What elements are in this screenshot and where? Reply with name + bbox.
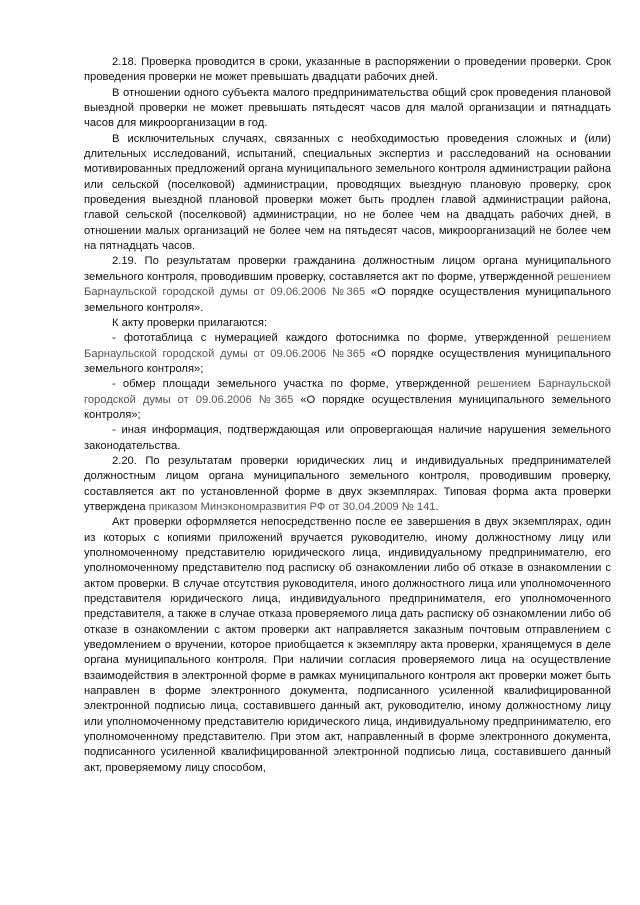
paragraph-text: «О порядке осуществления муниципального земельного контроля».: [84, 286, 612, 314]
paragraph-text: - обмер площади земельного участка по форме, утвержденной: [112, 378, 477, 391]
legal-reference-link[interactable]: решением Барнаульской городской думы от 09.06.2006 №365: [84, 332, 611, 360]
legal-reference-link[interactable]: приказом Минэкономразвития РФ от 30.04.2009 № 141: [148, 500, 436, 513]
paragraph-text: 2.19. По результатам проверки гражданина должностным лицом органа муниципального земельного контроля, проводившим проверку, составляется акт по форме, утвержденной: [84, 255, 611, 283]
paragraph-2-19: [84, 254, 611, 315]
list-item-photo-table: [84, 331, 611, 377]
paragraph-text: .: [435, 500, 439, 513]
paragraph-act-preparation: Акт проверки оформляется непосредственно после ее завершения в двух экземплярах, один из которых с копиями приложений вручается руководителю, иному должностному лицу или уполномоченному представителю юридического лица, индивидуальному предпринимателю, его уполномоченному представителю под расписку об ознакомлении либо об отказе в ознакомлении с актом проверки. В случае отсутствия руководителя, иного должностного лица или уполномоченного представителя юридического лица, индивидуального предпринимателя, его уполномоченного представителя, а также в случае отказа проверяемого лица дать расписку об ознакомлении либо об отказе в ознакомлении с актом проверки акт направляется заказным почтовым отправлением с уведомлением о вручении, которое приобщается к экземпляру акта проверки, хранящемуся в деле органа муниципального контроля. При наличии согласия проверяемого лица на осуществление взаимодействия в электронной форме в рамках муниципального контроля акт проверки может быть направлен в форме электронного документа, подписанного усиленной квалифицированной электронной подписью лица, составившего данный акт, руководителю, иному должностному лицу или уполномоченному представителю юридического лица, индивидуальному предпринимателю, его уполномоченному представителю. При этом акт, направленный в форме электронного документа, подписанного усиленной квалифицированной электронной подписью лица, составившего данный акт, проверяемому лицу способом,: [84, 516, 611, 774]
list-item-other-info: - иная информация, подтверждающая или опровергающая наличие нарушения земельного законодательства.: [84, 424, 611, 452]
paragraph-2-18: 2.18. Проверка проводится в сроки, указанные в распоряжении о проведении проверки. Срок проведения проверки не может превышать двадцати рабочих дней.: [84, 56, 611, 84]
legal-reference-link[interactable]: решением Барнаульской городской думы от 09.06.2006 №365: [84, 270, 611, 299]
legal-reference-link[interactable]: решением Барнаульской городской думы от 09.06.2006 №365: [84, 378, 611, 406]
list-item-land-measurement: [84, 377, 611, 423]
paragraph-text: 2.20. По результатам проверки юридических лиц и индивидуальных предпринимателей должностным лицом органа муниципального земельного контроля, проводившим проверку, составляется акт по установленной форме в двух экземплярах. Типовая форма акта проверки утверждена: [84, 454, 611, 513]
paragraph-attachments-intro: К акту проверки прилагаются:: [112, 316, 268, 329]
paragraph-small-business-limit: В отношении одного субъекта малого предпринимательства общий срок проведения плановой выездной проверки не может превышать пятьдесят часов для малой организации и пятнадцать часов для микроорганизации в год.: [84, 86, 611, 130]
paragraph-exceptional-cases: В исключительных случаях, связанных с необходимостью проведения сложных и (или) длительных исследований, испытаний, специальных экспертиз и расследований на основании мотивированных предложений органа муниципального земельного контроля администрации района или сельской (поселковой) администрации, проводящих выездную плановую проверку, срок проведения выездной плановой проверки может быть продлен главой администрации района, главой сельской (поселковой) администрации, но не более чем на двадцать рабочих дней, в отношении малых организаций не более чем на пятьдесят часов, микроорганизаций не более чем на пятнадцать часов.: [84, 132, 611, 253]
paragraph-2-20: [84, 454, 611, 515]
paragraph-text: - фототаблица с нумерацией каждого фотоснимка по форме, утвержденной: [112, 332, 558, 345]
paragraph-text: «О порядке осуществления муниципального земельного контроля»;: [84, 393, 611, 421]
paragraph-text: «О порядке осуществления муниципального земельного контроля»;: [84, 347, 612, 375]
document-page: [84, 55, 611, 776]
